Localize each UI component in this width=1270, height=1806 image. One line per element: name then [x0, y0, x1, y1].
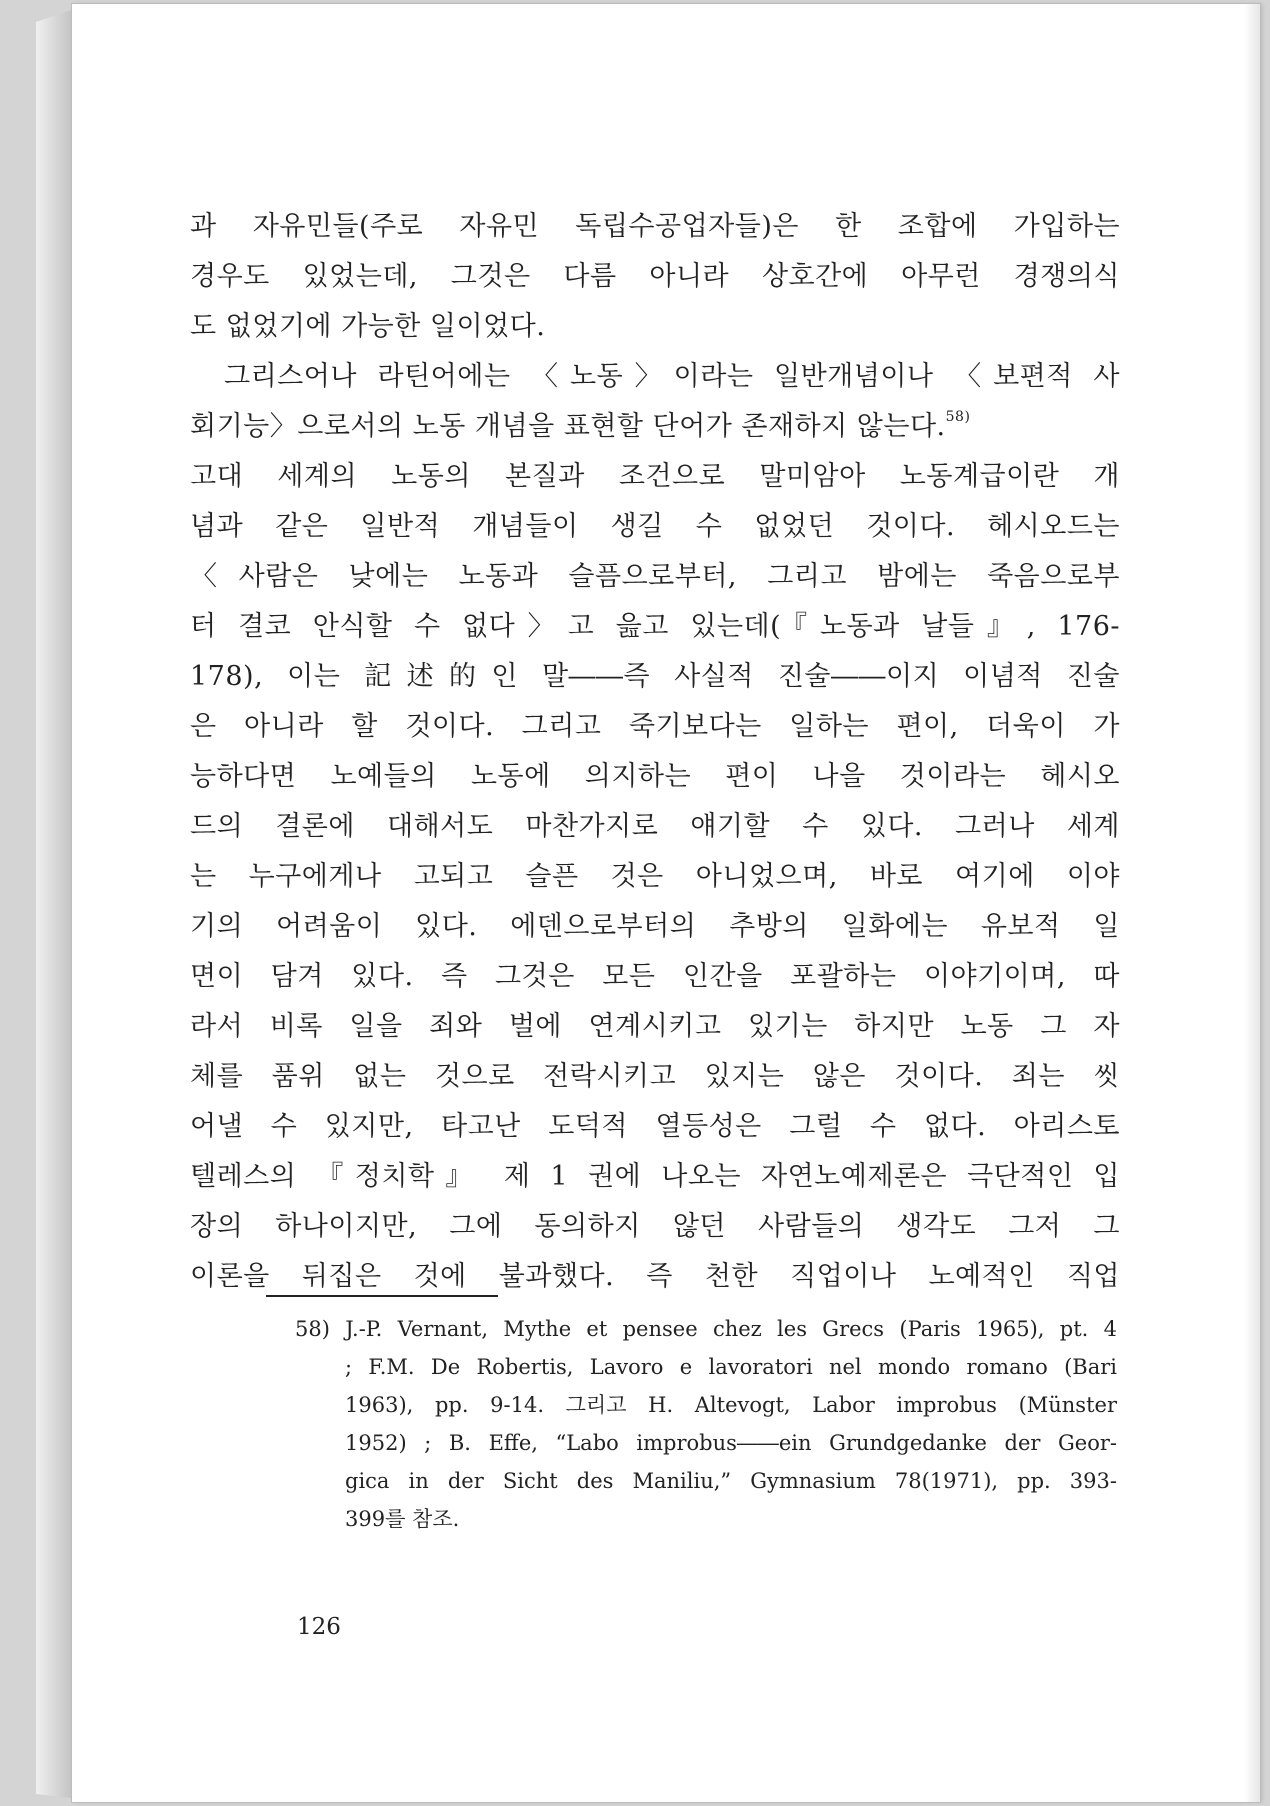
body-line: 는 누구에게나 고되고 슬픈 것은 아니었으며, 바로 여기에 이야 [190, 861, 1120, 892]
body-line-with-footnote [190, 402, 1120, 452]
footnote-separator [266, 1295, 498, 1297]
body-line: 장의 하나이지만, 그에 동의하지 않던 사람들의 생각도 그저 그 [190, 1211, 1120, 1242]
page-edge-shade [1244, 4, 1260, 1802]
footnote-line: 58) J.-P. Vernant, Mythe et pensee chez les Grecs (Paris 1965), pt. 4 [295, 1317, 1117, 1341]
footnote-line: 399를 참조. [345, 1507, 460, 1531]
body-line: 그리스어나 라틴어에는 〈노동〉이라는 일반개념이나 〈보편적 사 [224, 361, 1120, 392]
body-line: 터 결코 안식할 수 없다〉고 읊고 있는데(『노동과 날들』, 176- [190, 611, 1120, 642]
body-line: 면이 담겨 있다. 즉 그것은 모든 인간을 포괄하는 이야기이며, 따 [190, 961, 1120, 992]
body-line: 178), 이는 記述的인 말――즉 사실적 진술――이지 이념적 진술 [190, 661, 1120, 692]
body-text [190, 202, 1120, 1302]
body-line: 경우도 있었는데, 그것은 다름 아니라 상호간에 아무런 경쟁의식 [190, 261, 1120, 292]
footnote [295, 1310, 1117, 1538]
body-line: 〈사람은 낮에는 노동과 슬픔으로부터, 그리고 밤에는 죽음으로부 [190, 561, 1120, 592]
body-line-text: 회기능〉으로서의 노동 개념을 표현할 단어가 존재하지 않는다. [190, 411, 946, 442]
body-line: 능하다면 노예들의 노동에 의지하는 편이 나을 것이라는 헤시오 [190, 761, 1120, 792]
body-line: 기의 어려움이 있다. 에덴으로부터의 추방의 일화에는 유보적 일 [190, 911, 1120, 942]
footnote-line: gica in der Sicht des Maniliu,” Gymnasium 78(1971), pp. 393- [345, 1469, 1117, 1493]
body-line: 은 아니라 할 것이다. 그리고 죽기보다는 일하는 편이, 더욱이 가 [190, 711, 1120, 742]
page-number: 126 [297, 1614, 341, 1640]
footnote-reference: 58) [945, 409, 971, 425]
body-line: 어낼 수 있지만, 타고난 도덕적 열등성은 그럴 수 없다. 아리스토 [190, 1111, 1120, 1142]
body-line: 고대 세계의 노동의 본질과 조건으로 말미암아 노동계급이란 개 [190, 461, 1120, 492]
body-line: 이론을 뒤집은 것에 불과했다. 즉 천한 직업이나 노예적인 직업 [190, 1261, 1120, 1292]
body-line: 체를 품위 없는 것으로 전락시키고 있지는 않은 것이다. 죄는 씻 [190, 1061, 1120, 1092]
body-line: 텔레스의 『정치학』 제 1 권에 나오는 자연노예제론은 극단적인 입 [190, 1161, 1120, 1192]
footnote-line: 1963), pp. 9-14. 그리고 H. Altevogt, Labor improbus (Münster [345, 1393, 1117, 1417]
body-line: 념과 같은 일반적 개념들이 생길 수 없었던 것이다. 헤시오드는 [190, 511, 1120, 542]
body-line: 과 자유민들(주로 자유민 독립수공업자들)은 한 조합에 가입하는 [190, 211, 1120, 242]
footnote-line: ; F.M. De Robertis, Lavoro e lavoratori nel mondo romano (Bari [345, 1355, 1117, 1379]
body-line: 드의 결론에 대해서도 마찬가지로 얘기할 수 있다. 그러나 세계 [190, 811, 1120, 842]
body-line: 라서 비록 일을 죄와 벌에 연계시키고 있기는 하지만 노동 그 자 [190, 1011, 1120, 1042]
footnote-line: 1952) ; B. Effe, “Labo improbus――ein Grundgedanke der Geor- [345, 1431, 1117, 1455]
body-line: 도 없었기에 가능한 일이었다. [190, 311, 546, 342]
